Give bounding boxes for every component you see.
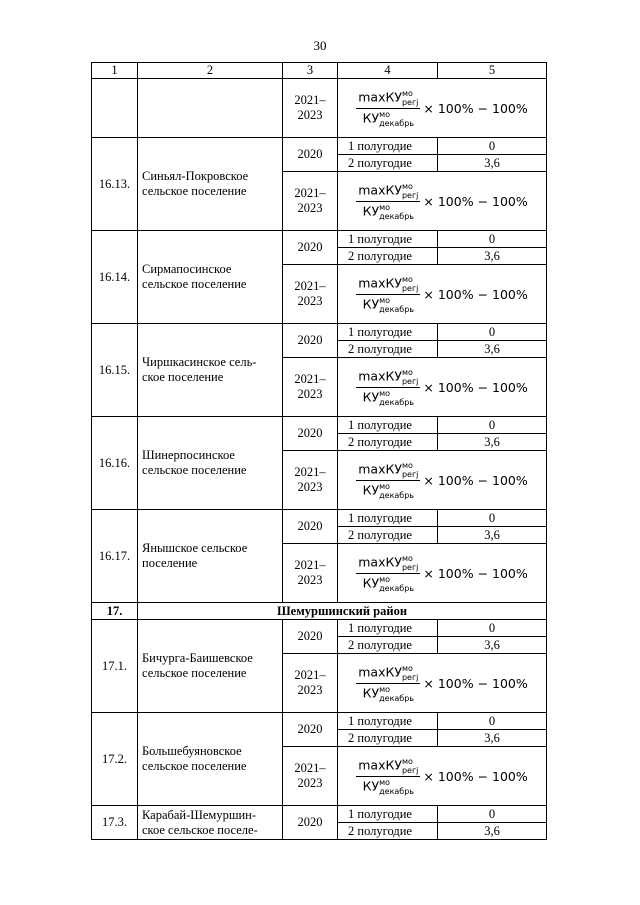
formula-denominator: КУ мо декабрь	[362, 202, 415, 221]
formula-numerator: maxКУ мо регj	[358, 663, 419, 682]
half-year-cell: 1 полугодие	[338, 138, 438, 155]
value-cell: 3,6	[438, 637, 547, 654]
half-year-cell: 1 полугодие	[338, 713, 438, 730]
value-cell: 0	[438, 713, 547, 730]
row-number-cell: 16.13.	[92, 138, 138, 231]
value-cell: 3,6	[438, 527, 547, 544]
settlement-name-cell: Шинерпосинское сельское поселение	[138, 417, 283, 510]
formula-numerator: maxКУ мо регj	[358, 756, 419, 775]
formula-numerator: maxКУ мо регj	[358, 88, 419, 107]
formula-numerator: maxКУ мо регj	[358, 181, 419, 200]
period-cell: 2020	[283, 620, 338, 654]
table-row	[92, 231, 547, 248]
header-cell: 2	[138, 63, 283, 79]
formula-fraction	[356, 89, 420, 128]
period-cell: 2020	[283, 417, 338, 451]
half-year-cell: 1 полугодие	[338, 510, 438, 527]
period-cell: 2021– 2023	[283, 79, 338, 138]
half-year-cell: 2 полугодие	[338, 637, 438, 654]
formula-cell	[338, 265, 547, 324]
table-row	[92, 138, 547, 155]
header-cell: 1	[92, 63, 138, 79]
period-cell: 2021– 2023	[283, 747, 338, 806]
formula-denominator: КУ мо декабрь	[362, 481, 415, 500]
half-year-cell: 1 полугодие	[338, 231, 438, 248]
half-year-cell: 1 полугодие	[338, 620, 438, 637]
formula-denominator: КУ мо декабрь	[362, 574, 415, 593]
value-cell: 0	[438, 510, 547, 527]
row-number-cell: 16.14.	[92, 231, 138, 324]
page-number: 30	[313, 38, 327, 53]
header-cell: 3	[283, 63, 338, 79]
section-title: Шемуршинский район	[138, 603, 547, 620]
formula	[338, 275, 546, 314]
formula-cell	[338, 79, 547, 138]
header-cell: 5	[438, 63, 547, 79]
formula-tail: × 100% − 100%	[423, 675, 528, 691]
row-number-cell: 17.1.	[92, 620, 138, 713]
half-year-cell: 2 полугодие	[338, 155, 438, 172]
row-number-cell: 17.2.	[92, 713, 138, 806]
period-cell: 2020	[283, 324, 338, 358]
half-year-cell: 1 полугодие	[338, 324, 438, 341]
row-number-cell	[92, 79, 138, 138]
half-year-cell: 2 полугодие	[338, 823, 438, 840]
value-cell: 3,6	[438, 248, 547, 265]
formula	[338, 461, 546, 500]
period-cell: 2021– 2023	[283, 451, 338, 510]
period-cell: 2020	[283, 138, 338, 172]
formula-fraction	[356, 368, 420, 407]
formula-cell	[338, 172, 547, 231]
table-row	[92, 79, 547, 138]
formula-tail: × 100% − 100%	[423, 193, 528, 209]
formula-tail: × 100% − 100%	[423, 379, 528, 395]
formula	[338, 368, 546, 407]
settlement-name-cell: Большебуяновское сельское поселение	[138, 713, 283, 806]
period-cell: 2020	[283, 806, 338, 840]
settlement-name-cell: Синьял-Покровское сельское поселение	[138, 138, 283, 231]
value-cell: 0	[438, 417, 547, 434]
row-number-cell: 16.17.	[92, 510, 138, 603]
section-row	[92, 603, 547, 620]
formula-cell	[338, 654, 547, 713]
table-row	[92, 620, 547, 637]
settlement-name-cell	[138, 79, 283, 138]
formula-denominator: КУ мо декабрь	[362, 777, 415, 796]
half-year-cell: 1 полугодие	[338, 806, 438, 823]
period-cell: 2020	[283, 231, 338, 265]
value-cell: 3,6	[438, 434, 547, 451]
formula-tail: × 100% − 100%	[423, 100, 528, 116]
period-cell: 2021– 2023	[283, 654, 338, 713]
formula	[338, 757, 546, 796]
formula-numerator: maxКУ мо регj	[358, 553, 419, 572]
table-row	[92, 806, 547, 823]
half-year-cell: 2 полугодие	[338, 527, 438, 544]
formula-numerator: maxКУ мо регj	[358, 460, 419, 479]
period-cell: 2021– 2023	[283, 172, 338, 231]
table-row	[92, 324, 547, 341]
formula-cell	[338, 358, 547, 417]
value-cell: 0	[438, 806, 547, 823]
settlement-name-cell: Чиршкасинское сель- ское поселение	[138, 324, 283, 417]
row-number-cell: 16.16.	[92, 417, 138, 510]
settlement-name-cell: Сирмапосинское сельское поселение	[138, 231, 283, 324]
section-number: 17.	[92, 603, 138, 620]
table-row	[92, 417, 547, 434]
half-year-cell: 2 полугодие	[338, 730, 438, 747]
formula-fraction	[356, 182, 420, 221]
formula-tail: × 100% − 100%	[423, 472, 528, 488]
table-row	[92, 510, 547, 527]
formula-denominator: КУ мо декабрь	[362, 684, 415, 703]
formula	[338, 664, 546, 703]
value-cell: 3,6	[438, 730, 547, 747]
period-cell: 2021– 2023	[283, 544, 338, 603]
formula-cell	[338, 451, 547, 510]
formula-cell	[338, 544, 547, 603]
settlement-name-cell: Карабай-Шемуршин- ское сельское поселе-	[138, 806, 283, 840]
formula	[338, 554, 546, 593]
value-cell: 3,6	[438, 341, 547, 358]
formula-fraction	[356, 275, 420, 314]
header-row	[92, 63, 547, 79]
formula-tail: × 100% − 100%	[423, 286, 528, 302]
row-number-cell: 16.15.	[92, 324, 138, 417]
value-cell: 0	[438, 324, 547, 341]
settlement-name-cell: Янышское сельское поселение	[138, 510, 283, 603]
formula-denominator: КУ мо декабрь	[362, 388, 415, 407]
period-cell: 2020	[283, 510, 338, 544]
period-cell: 2021– 2023	[283, 358, 338, 417]
formula	[338, 89, 546, 128]
header-cell: 4	[338, 63, 438, 79]
half-year-cell: 2 полугодие	[338, 341, 438, 358]
formula-tail: × 100% − 100%	[423, 565, 528, 581]
period-cell: 2020	[283, 713, 338, 747]
formula-fraction	[356, 757, 420, 796]
half-year-cell: 2 полугодие	[338, 434, 438, 451]
value-cell: 0	[438, 620, 547, 637]
settlement-name-cell: Бичурга-Баишевское сельское поселение	[138, 620, 283, 713]
formula-denominator: КУ мо декабрь	[362, 295, 415, 314]
formula-fraction	[356, 461, 420, 500]
formula-fraction	[356, 554, 420, 593]
value-cell: 3,6	[438, 155, 547, 172]
value-cell: 3,6	[438, 823, 547, 840]
formula-tail: × 100% − 100%	[423, 768, 528, 784]
formula-numerator: maxКУ мо регj	[358, 274, 419, 293]
formula-cell	[338, 747, 547, 806]
table-row	[92, 713, 547, 730]
half-year-cell: 1 полугодие	[338, 417, 438, 434]
formula	[338, 182, 546, 221]
period-cell: 2021– 2023	[283, 265, 338, 324]
half-year-cell: 2 полугодие	[338, 248, 438, 265]
formula-fraction	[356, 664, 420, 703]
row-number-cell: 17.3.	[92, 806, 138, 840]
value-cell: 0	[438, 231, 547, 248]
formula-numerator: maxКУ мо регj	[358, 367, 419, 386]
tariff-table	[91, 62, 547, 840]
value-cell: 0	[438, 138, 547, 155]
formula-denominator: КУ мо декабрь	[362, 109, 415, 128]
